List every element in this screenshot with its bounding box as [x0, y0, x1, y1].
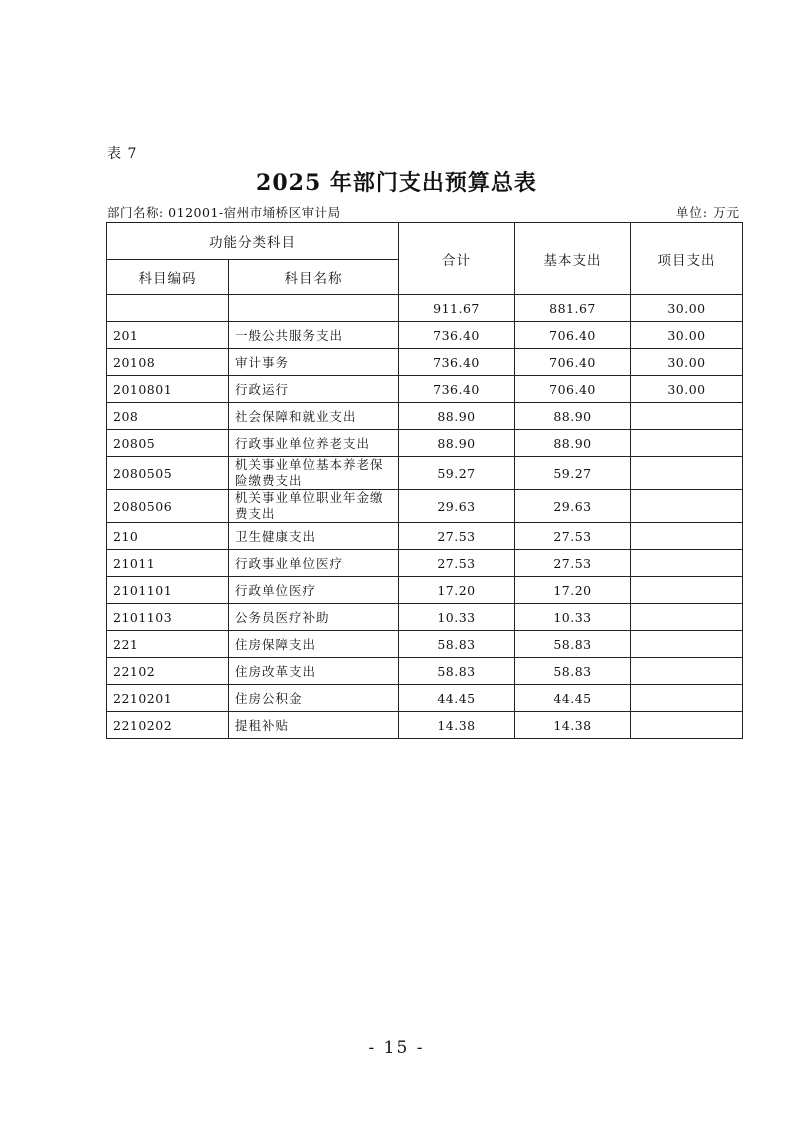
cell-total: 27.53: [399, 523, 515, 550]
cell-project: [631, 631, 743, 658]
table-row: [107, 604, 743, 631]
table-row: [107, 295, 743, 322]
cell-code: 210: [107, 523, 229, 550]
table-row: [107, 577, 743, 604]
cell-project: 30.00: [631, 322, 743, 349]
cell-total: 88.90: [399, 430, 515, 457]
table-body: [107, 295, 743, 739]
col-project-header: 项目支出: [631, 223, 743, 295]
table-row: [107, 712, 743, 739]
cell-basic: 706.40: [515, 349, 631, 376]
cell-code: 2101101: [107, 577, 229, 604]
cell-code: 21011: [107, 550, 229, 577]
cell-code: 221: [107, 631, 229, 658]
col-name-header: 科目名称: [229, 260, 399, 295]
cell-name: 机关事业单位基本养老保险缴费支出: [229, 457, 399, 490]
table-row: [107, 658, 743, 685]
cell-project: [631, 490, 743, 523]
cell-project: 30.00: [631, 376, 743, 403]
cell-code: 2080505: [107, 457, 229, 490]
cell-name: 行政事业单位医疗: [229, 550, 399, 577]
cell-basic: 27.53: [515, 550, 631, 577]
cell-basic: 58.83: [515, 658, 631, 685]
cell-code: 22102: [107, 658, 229, 685]
cell-project: [631, 550, 743, 577]
table-row: [107, 523, 743, 550]
table-row: [107, 376, 743, 403]
table-row: [107, 403, 743, 430]
cell-code: 20805: [107, 430, 229, 457]
table-row: [107, 430, 743, 457]
unit-label: 单位: 万元: [675, 205, 740, 220]
cell-total: 10.33: [399, 604, 515, 631]
cell-code: 2210202: [107, 712, 229, 739]
cell-project: [631, 523, 743, 550]
cell-name: 一般公共服务支出: [229, 322, 399, 349]
cell-project: [631, 430, 743, 457]
table-row: [107, 685, 743, 712]
meta-row: [107, 203, 740, 221]
cell-name: [229, 295, 399, 322]
header-row-1: [107, 223, 743, 260]
cell-total: 17.20: [399, 577, 515, 604]
cell-total: 736.40: [399, 322, 515, 349]
cell-code: 2210201: [107, 685, 229, 712]
cell-basic: 14.38: [515, 712, 631, 739]
table-label: 表 7: [107, 146, 138, 162]
cell-basic: 59.27: [515, 457, 631, 490]
col-total-header: 合计: [399, 223, 515, 295]
cell-basic: 58.83: [515, 631, 631, 658]
cell-name: 社会保障和就业支出: [229, 403, 399, 430]
cell-project: [631, 457, 743, 490]
cell-code: [107, 295, 229, 322]
cell-project: 30.00: [631, 295, 743, 322]
cell-basic: 17.20: [515, 577, 631, 604]
cell-project: [631, 577, 743, 604]
cell-project: [631, 403, 743, 430]
cell-project: [631, 712, 743, 739]
col-basic-header: 基本支出: [515, 223, 631, 295]
cell-name: 行政事业单位养老支出: [229, 430, 399, 457]
department-name: 部门名称: 012001-宿州市埇桥区审计局: [107, 205, 341, 220]
cell-basic: 88.90: [515, 403, 631, 430]
cell-code: 2010801: [107, 376, 229, 403]
col-group-header: 功能分类科目: [107, 223, 399, 260]
cell-total: 29.63: [399, 490, 515, 523]
budget-table: [106, 222, 743, 739]
cell-project: [631, 658, 743, 685]
cell-code: 2080506: [107, 490, 229, 523]
cell-code: 2101103: [107, 604, 229, 631]
cell-code: 201: [107, 322, 229, 349]
cell-project: 30.00: [631, 349, 743, 376]
cell-project: [631, 685, 743, 712]
table-row: [107, 349, 743, 376]
cell-name: 住房保障支出: [229, 631, 399, 658]
cell-total: 911.67: [399, 295, 515, 322]
cell-name: 行政单位医疗: [229, 577, 399, 604]
cell-total: 58.83: [399, 631, 515, 658]
col-code-header: 科目编码: [107, 260, 229, 295]
cell-name: 卫生健康支出: [229, 523, 399, 550]
table-row: [107, 322, 743, 349]
cell-total: 736.40: [399, 376, 515, 403]
cell-total: 58.83: [399, 658, 515, 685]
document-title: 2025 年部门支出预算总表: [256, 170, 537, 196]
cell-name: 提租补贴: [229, 712, 399, 739]
cell-basic: 27.53: [515, 523, 631, 550]
cell-total: 736.40: [399, 349, 515, 376]
table-row: [107, 490, 743, 523]
cell-project: [631, 604, 743, 631]
cell-name: 行政运行: [229, 376, 399, 403]
cell-name: 机关事业单位职业年金缴费支出: [229, 490, 399, 523]
cell-code: 208: [107, 403, 229, 430]
page-number: - 15 -: [368, 1038, 425, 1058]
cell-name: 审计事务: [229, 349, 399, 376]
cell-total: 59.27: [399, 457, 515, 490]
cell-basic: 706.40: [515, 376, 631, 403]
table-row: [107, 457, 743, 490]
cell-basic: 10.33: [515, 604, 631, 631]
table-row: [107, 550, 743, 577]
cell-name: 住房公积金: [229, 685, 399, 712]
cell-basic: 44.45: [515, 685, 631, 712]
cell-basic: 29.63: [515, 490, 631, 523]
cell-total: 44.45: [399, 685, 515, 712]
cell-total: 27.53: [399, 550, 515, 577]
cell-total: 88.90: [399, 403, 515, 430]
cell-name: 公务员医疗补助: [229, 604, 399, 631]
cell-name: 住房改革支出: [229, 658, 399, 685]
cell-basic: 88.90: [515, 430, 631, 457]
cell-basic: 706.40: [515, 322, 631, 349]
cell-basic: 881.67: [515, 295, 631, 322]
cell-code: 20108: [107, 349, 229, 376]
table-row: [107, 631, 743, 658]
cell-total: 14.38: [399, 712, 515, 739]
